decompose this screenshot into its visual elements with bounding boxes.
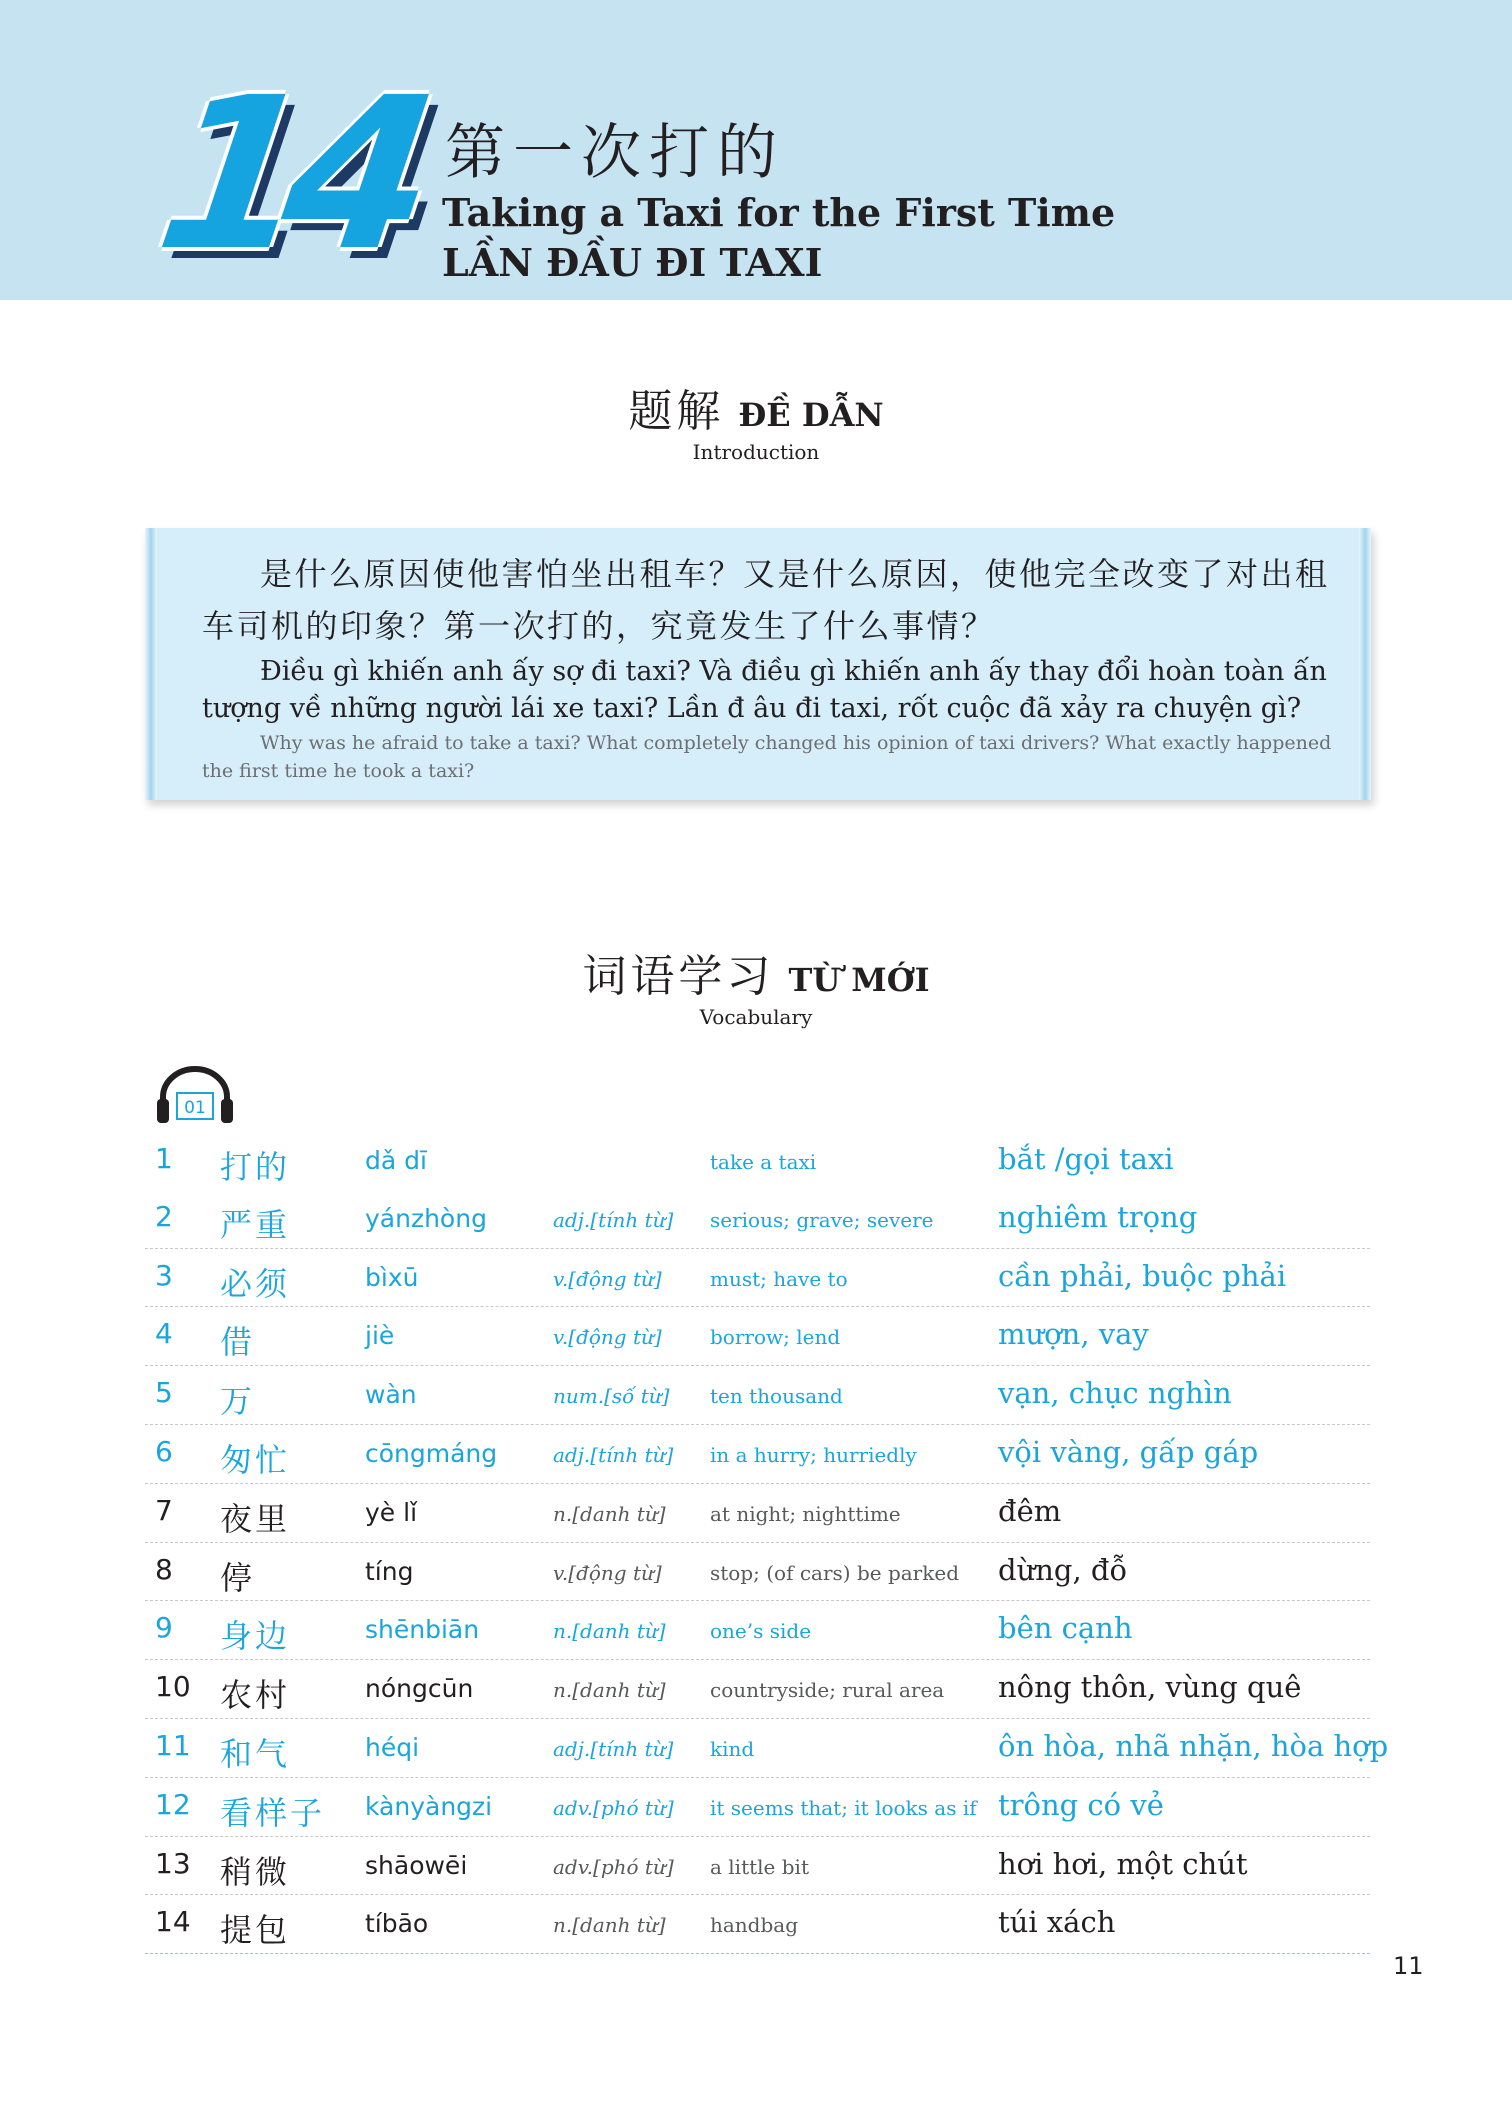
vocab-part-of-speech: adj.[tính từ] bbox=[553, 1207, 674, 1232]
vocab-number: 6 bbox=[155, 1434, 173, 1468]
vocab-hanzi: 万 bbox=[220, 1382, 256, 1421]
vocab-row bbox=[145, 1425, 1370, 1484]
lesson-title-chinese: 第一次打的 bbox=[445, 118, 785, 188]
vocab-english: one’s side bbox=[710, 1619, 812, 1644]
vocab-part-of-speech: v.[động từ] bbox=[553, 1560, 662, 1585]
vocab-vietnamese: nông thôn, vùng quê bbox=[998, 1670, 1302, 1705]
vocab-vietnamese: vạn, chục nghìn bbox=[998, 1376, 1232, 1411]
vocab-hanzi: 借 bbox=[220, 1323, 256, 1362]
vocab-english: must; have to bbox=[710, 1266, 848, 1291]
vocab-row bbox=[145, 1543, 1370, 1602]
page-number: 11 bbox=[1393, 1952, 1424, 1980]
vocab-number: 10 bbox=[155, 1670, 191, 1704]
vocab-part-of-speech: v.[động từ] bbox=[553, 1266, 662, 1291]
intro-heading-chinese: 题解 bbox=[628, 386, 725, 437]
vocab-hanzi: 农村 bbox=[220, 1676, 291, 1715]
lesson-header bbox=[0, 0, 1512, 300]
vocab-hanzi: 匆忙 bbox=[220, 1440, 291, 1479]
vocab-part-of-speech: num.[số từ] bbox=[553, 1384, 670, 1409]
vocab-pinyin: kànyàngzi bbox=[365, 1791, 493, 1821]
vocab-vietnamese: dừng, đỗ bbox=[998, 1552, 1128, 1587]
vocab-pinyin: dǎ dī bbox=[365, 1146, 427, 1175]
vocab-part-of-speech: n.[danh từ] bbox=[553, 1678, 666, 1703]
vocab-number: 2 bbox=[155, 1199, 173, 1233]
vocab-vietnamese: ôn hòa, nhã nhặn, hòa hợp bbox=[998, 1728, 1389, 1763]
vocab-vietnamese: bắt /gọi taxi bbox=[998, 1142, 1174, 1176]
vocab-row bbox=[145, 1249, 1370, 1308]
vocab-part-of-speech: n.[danh từ] bbox=[553, 1913, 666, 1938]
vocab-english: countryside; rural area bbox=[710, 1678, 945, 1703]
vocab-number: 1 bbox=[155, 1142, 173, 1175]
headphones-icon[interactable] bbox=[155, 1065, 235, 1125]
intro-heading-english: Introduction bbox=[692, 440, 820, 464]
vocab-list bbox=[145, 1132, 1389, 1954]
vocab-hanzi: 和气 bbox=[220, 1734, 291, 1773]
vocab-english: stop; (of cars) be parked bbox=[710, 1560, 959, 1585]
vocab-part-of-speech: adj.[tính từ] bbox=[553, 1736, 674, 1761]
vocab-english: handbag bbox=[710, 1913, 799, 1938]
vocab-pinyin: yánzhòng bbox=[365, 1203, 487, 1233]
vocab-part-of-speech: adv.[phó từ] bbox=[553, 1854, 674, 1879]
vocab-vietnamese: mượn, vay bbox=[998, 1317, 1149, 1352]
scroll-rod-left bbox=[145, 528, 157, 800]
intro-text-english: Why was he afraid to take a taxi? What completely changed his opinion of taxi drivers? What exactly happened the first time he took a taxi? bbox=[202, 732, 1332, 782]
vocab-pinyin: cōngmáng bbox=[365, 1438, 498, 1468]
vocab-number: 3 bbox=[155, 1258, 173, 1292]
vocab-pinyin: shēnbiān bbox=[365, 1615, 480, 1645]
vocab-row bbox=[145, 1307, 1370, 1366]
vocab-hanzi: 必须 bbox=[220, 1264, 291, 1303]
vocab-pinyin: yè lǐ bbox=[365, 1497, 418, 1527]
vocab-row bbox=[145, 1132, 1370, 1190]
intro-heading bbox=[0, 386, 1512, 464]
vocab-hanzi: 严重 bbox=[220, 1205, 291, 1244]
vocab-vietnamese: túi xách bbox=[998, 1905, 1116, 1940]
vocab-row bbox=[145, 1366, 1370, 1425]
intro-scroll-box bbox=[145, 528, 1371, 800]
vocab-pinyin: shāowēi bbox=[365, 1850, 468, 1880]
vocab-pinyin: tíbāo bbox=[365, 1909, 429, 1939]
vocab-english: kind bbox=[710, 1736, 755, 1761]
vocab-row bbox=[145, 1719, 1389, 1778]
scroll-rod-right bbox=[1359, 528, 1371, 800]
vocab-part-of-speech: n.[danh từ] bbox=[553, 1619, 666, 1644]
vocab-pinyin: bìxū bbox=[365, 1262, 419, 1292]
vocab-number: 8 bbox=[155, 1552, 173, 1586]
vocab-english: in a hurry; hurriedly bbox=[710, 1442, 917, 1467]
vocab-heading-chinese: 词语学习 bbox=[582, 951, 775, 1002]
vocab-row bbox=[145, 1660, 1370, 1719]
vocab-pinyin: jiè bbox=[365, 1321, 395, 1351]
vocab-part-of-speech: v.[động từ] bbox=[553, 1325, 662, 1350]
vocab-hanzi: 提包 bbox=[220, 1911, 291, 1950]
intro-heading-vietnamese: ĐỀ DẪN bbox=[738, 396, 884, 434]
lesson-number: 14 bbox=[145, 52, 429, 297]
vocab-heading-english: Vocabulary bbox=[699, 1005, 813, 1029]
vocab-number: 7 bbox=[155, 1493, 173, 1527]
vocab-number: 11 bbox=[155, 1728, 191, 1762]
vocab-pinyin: héqi bbox=[365, 1732, 420, 1762]
vocab-heading-vietnamese: TỪ MỚI bbox=[788, 961, 930, 999]
vocab-heading bbox=[0, 951, 1512, 1029]
audio-track-number: 01 bbox=[184, 1098, 206, 1118]
vocab-vietnamese: nghiêm trọng bbox=[998, 1199, 1198, 1234]
vocab-number: 14 bbox=[155, 1905, 191, 1939]
vocab-english: take a taxi bbox=[710, 1150, 817, 1174]
vocab-hanzi: 身边 bbox=[220, 1617, 291, 1656]
vocab-english: it seems that; it looks as if bbox=[710, 1795, 977, 1820]
vocab-row bbox=[145, 1837, 1370, 1896]
vocab-number: 13 bbox=[155, 1846, 191, 1880]
vocab-english: ten thousand bbox=[710, 1384, 843, 1409]
vocab-row bbox=[145, 1778, 1370, 1837]
lesson-title-english: Taking a Taxi for the First Time bbox=[442, 190, 1116, 235]
vocab-vietnamese: bên cạnh bbox=[998, 1611, 1133, 1646]
vocab-number: 4 bbox=[155, 1317, 173, 1351]
intro-text-vietnamese: Điều gì khiến anh ấy sợ đi taxi? Và điều gì khiến anh ấy thay đổi hoàn toàn ấn tượng về những người lái xe taxi? Lần đ âu đi taxi, rốt cuộc đã xảy ra chuyện gì? bbox=[202, 656, 1327, 724]
vocab-english: a little bit bbox=[710, 1854, 809, 1879]
vocab-vietnamese: trông có vẻ bbox=[998, 1787, 1164, 1822]
vocab-row bbox=[145, 1601, 1370, 1660]
intro-text-chinese: 是什么原因使他害怕坐出租车？又是什么原因，使他完全改变了对出租车司机的印象？第一次打的，究竟发生了什么事情？ bbox=[202, 555, 1330, 645]
vocab-vietnamese: đêm bbox=[998, 1493, 1062, 1528]
vocab-part-of-speech: n.[danh từ] bbox=[553, 1501, 666, 1526]
vocab-vietnamese: vội vàng, gấp gáp bbox=[998, 1434, 1259, 1469]
vocab-number: 12 bbox=[155, 1787, 191, 1821]
vocab-vietnamese: cần phải, buộc phải bbox=[998, 1258, 1287, 1293]
vocab-part-of-speech: adv.[phó từ] bbox=[553, 1795, 674, 1820]
vocab-number: 5 bbox=[155, 1376, 173, 1410]
vocab-english: at night; nighttime bbox=[710, 1501, 901, 1526]
vocab-row bbox=[145, 1895, 1370, 1954]
vocab-pinyin: wàn bbox=[365, 1380, 417, 1410]
lesson-title-vietnamese: LẦN ĐẦU ĐI TAXI bbox=[442, 240, 823, 285]
vocab-english: serious; grave; severe bbox=[710, 1207, 934, 1232]
vocab-hanzi: 打的 bbox=[220, 1148, 291, 1186]
vocab-number: 9 bbox=[155, 1611, 173, 1645]
vocab-row bbox=[145, 1190, 1370, 1249]
vocab-row bbox=[145, 1484, 1370, 1543]
vocab-vietnamese: hơi hơi, một chút bbox=[998, 1846, 1248, 1881]
vocab-hanzi: 看样子 bbox=[220, 1793, 326, 1832]
vocab-hanzi: 夜里 bbox=[220, 1499, 291, 1538]
vocab-pinyin: nóngcūn bbox=[365, 1674, 474, 1704]
vocab-hanzi: 停 bbox=[220, 1558, 256, 1597]
vocab-part-of-speech: adj.[tính từ] bbox=[553, 1442, 674, 1467]
vocab-english: borrow; lend bbox=[710, 1325, 841, 1350]
vocab-pinyin: tíng bbox=[365, 1556, 414, 1586]
vocab-hanzi: 稍微 bbox=[220, 1852, 291, 1891]
